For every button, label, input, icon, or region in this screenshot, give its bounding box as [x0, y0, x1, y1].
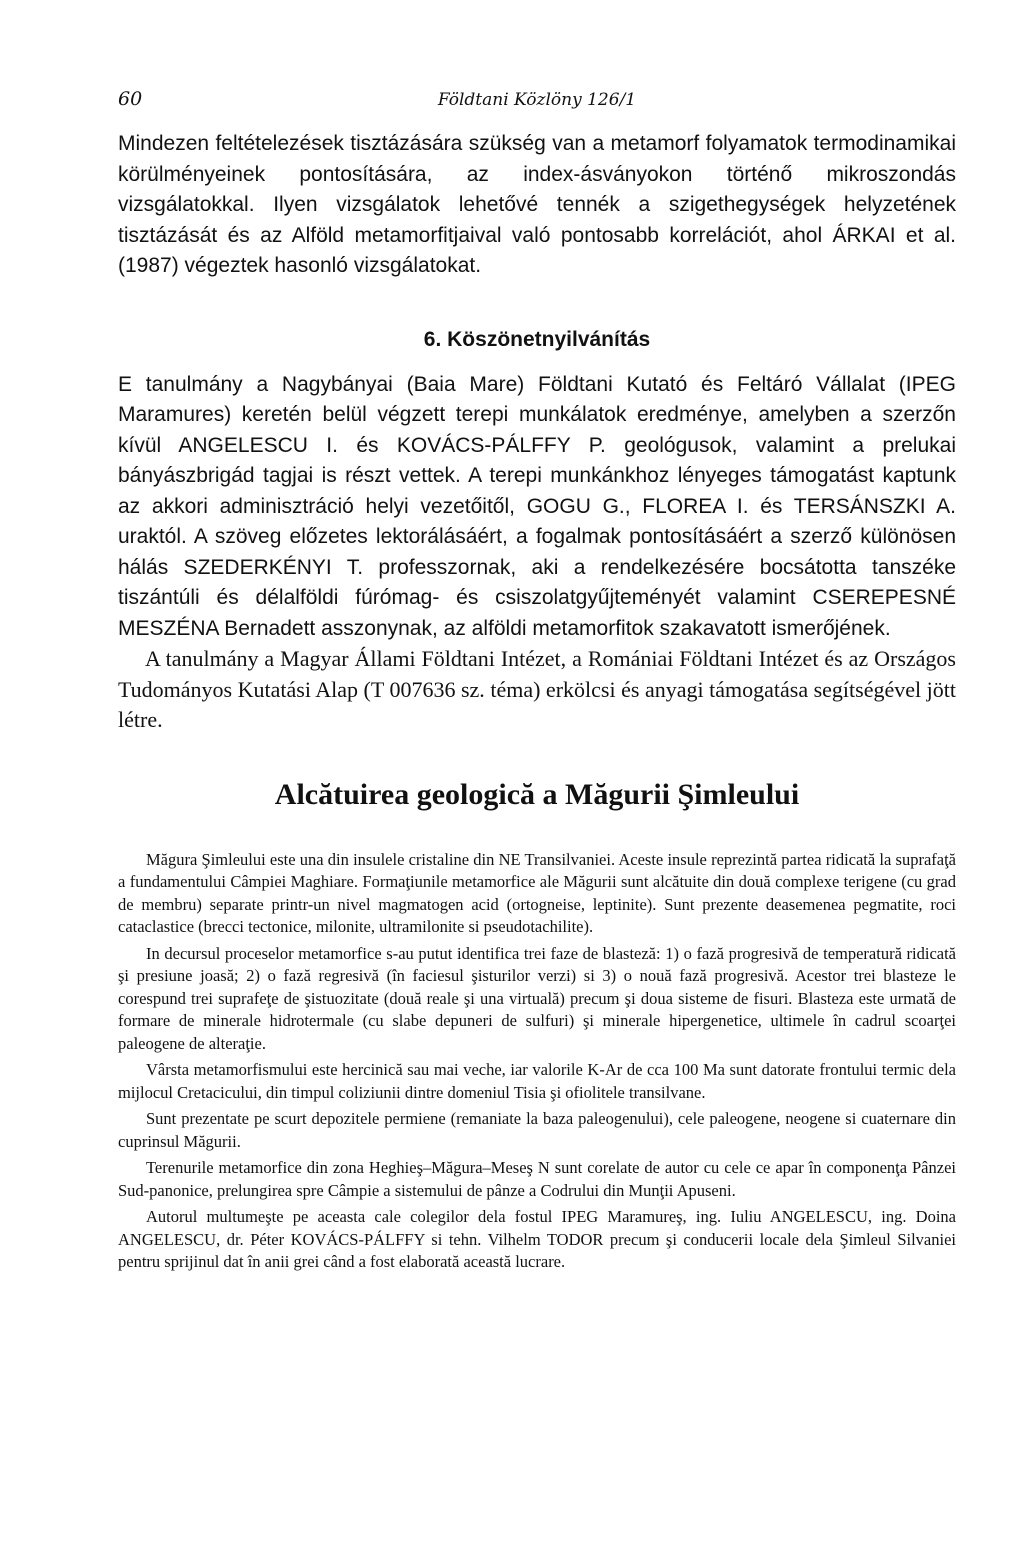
page-number: 60: [118, 88, 143, 110]
romanian-paragraph-3: Vârsta metamorfismului este hercinică sau mai veche, iar valorile K-Ar de cca 100 Ma sunt datorate frontului termic dela mijlocul Cretacicului, din timpul coliziunii dintre domeniul Tisia şi ofiolitele transilvane.: [118, 1060, 956, 1102]
page-header: [118, 88, 956, 118]
romanian-paragraph-2: In decursul proceselor metamorfice s-au putut identifica trei faze de blasteză: 1) o fază progresivă de temperatură ridicată şi presiune joasă; 2) o fază regresivă (în faciesul şisturilor verzi) si 3) o nouă fază progresivă. Acestor trei blasteze le corespund trei suprafeţe de şistuozitate (două reale şi una virtuală) precum şi doua sisteme de fisuri. Blasteza este urmată de formare de minerale hidrotermale (cu slabe depuneri de sulfuri) şi minerale hipergenetice, ultimele în cadrul scoarţei paleogene de alteraţie.: [118, 943, 956, 1053]
romanian-paragraph-5: Terenurile metamorfice din zona Heghieş–Măgura–Meseş N sunt corelate de autor cu cele ce apar în componenţa Pânzei Sud-panonice, prelungirea spre Câmpie a sistemului de pânze a Codrului din Munţii Apuseni.: [118, 1158, 956, 1200]
document-page: [118, 88, 956, 1278]
section-heading: 6. Köszönetnyilvánítás: [423, 327, 651, 351]
ack-paragraph-2: A tanulmány a Magyar Állami Földtani Intézet, a Romániai Földtani Intézet és az Országos Tudományos Kutatási Alap (T 007636 sz. téma) erkölcsi és anyagi támogatása segítségével jött létre.: [118, 646, 956, 732]
romanian-paragraph-4: Sunt prezentate pe scurt depozitele permiene (remaniate la baza paleogenului), cele paleogene, neogene si cuaternare din cuprinsul Măgurii.: [118, 1109, 956, 1151]
intro-paragraph: Mindezen feltételezések tisztázására szükség van a metamorf folyamatok termodinamikai körülményeinek pontosítására, az index-ásványokon történő mikroszondás vizsgálatokkal. Ilyen vizsgálatok lehetővé tennék a szigethegységek helyzetének tisztázását és az Alföld metamorfitjaival való pontosabb korrelációt, ahol ÁRKAI et al. (1987) végeztek hasonló vizsgálatokat.: [118, 132, 956, 277]
ack-paragraph-1: E tanulmány a Nagybányai (Baia Mare) Földtani Kutató és Feltáró Vállalat (IPEG Maramures) keretén belül végzett terepi munkálatok eredménye, amelyben a szerzőn kívül ANGELESCU I. és KOVÁCS-PÁLFFY P. geológusok, valamint a prelukai bányászbrigád tagjai is részt vettek. A terepi munkánkhoz lényeges támogatást kaptunk az akkori adminisztráció helyi vezetőitől, GOGU G., FLOREA I. és TERSÁNSZKI A. uraktól. A szöveg előzetes lektorálásáért, a fogalmak pontosításáért a szerző különösen hálás SZEDERKÉNYI T. professzornak, aki a rendelkezésére bocsátotta tanszéke tiszántúli és délalföldi fúrómag- és csiszolatgyűjteményét valamint CSEREPESNÉ MESZÉNA Bernadett asszonynak, az alföldi metamorfitok szakavatott ismerőjének.: [118, 372, 956, 640]
romanian-summary-title: Alcătuirea geologică a Măgurii Şimleului: [274, 777, 800, 811]
romanian-paragraph-1: Măgura Şimleului este una din insulele cristaline din NE Transilvaniei. Aceste insule reprezintă partea ridicată la suprafaţă a fundamentului Câmpiei Maghiare. Formaţiunile metamorfice ale Măgurii sunt alcătuite din două complexe terigene (cu grad de membru) separate printr-un nivel magmatogen acid (ortogneise, leptinite). Sunt prezente deasemenea pegmatite, roci cataclastice (brecci tectonice, milonite, ultramilonite si pseudotachilite).: [118, 849, 956, 936]
romanian-paragraph-6: Autorul multumeşte pe aceasta cale colegilor dela fostul IPEG Maramureş, ing. Iuliu ANGELESCU, ing. Doina ANGELESCU, dr. Péter KOVÁCS-PÁLFFY si tehn. Vilhelm TODOR precum şi conducerii locale dela Şimleul Silvaniei pentru sprijinul dat în anii grei când a fost elaborată această lucrare.: [118, 1207, 956, 1271]
journal-title: Földtani Közlöny 126/1: [437, 90, 637, 110]
